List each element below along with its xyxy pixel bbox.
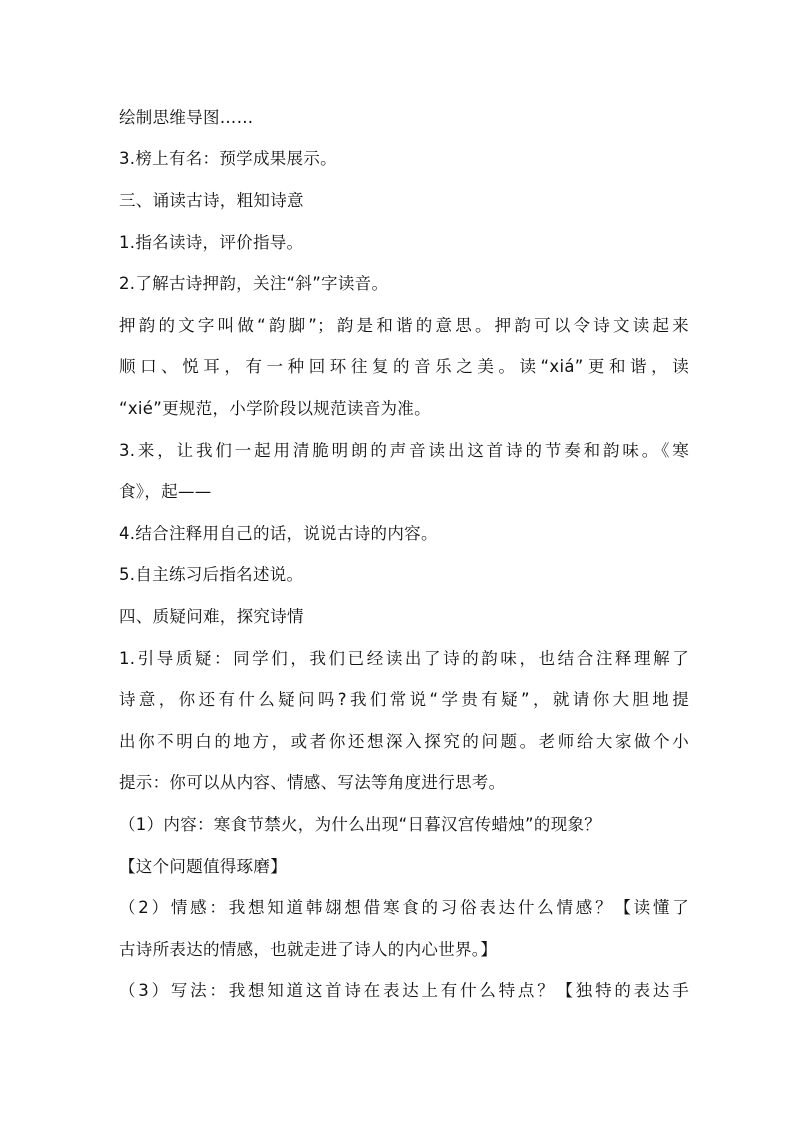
text-line: 1.指名读诗，评价指导。 <box>119 233 304 252</box>
text-line: 食》，起—— <box>119 482 212 501</box>
text-line: 3.榜上有名：预学成果展示。 <box>119 149 337 168</box>
text-line: 押韵的文字叫做“韵脚”；韵是和谐的意思。押韵可以令诗文读起来 <box>119 316 689 335</box>
text-line: （3）写法：我想知道这首诗在表达上有什么特点？【独特的表达手 <box>119 981 689 1000</box>
text-line: 2.了解古诗押韵，关注“斜”字读音。 <box>119 274 389 293</box>
text-line: 3.来，让我们一起用清脆明朗的声音读出这首诗的节奏和韵味。《寒 <box>119 441 689 460</box>
text-line: 顺口、悦耳，有一种回环往复的音乐之美。读“xiá”更和谐，读 <box>119 357 689 376</box>
text-line: （2）情感：我想知道韩翃想借寒食的习俗表达什么情感？【读懂了 <box>119 898 689 917</box>
section-heading: 三、诵读古诗，粗知诗意 <box>119 191 304 210</box>
text-line: 5.自主练习后指名述说。 <box>119 565 304 584</box>
text-line: 古诗所表达的情感，也就走进了诗人的内心世界。】 <box>119 940 498 959</box>
text-line: “xié”更规范，小学阶段以规范读音为准。 <box>119 399 431 418</box>
text-line: 4.结合注释用自己的话，说说古诗的内容。 <box>119 524 438 543</box>
text-line: 【这个问题值得琢磨】 <box>119 857 287 876</box>
text-line: （1）内容：寒食节禁火，为什么出现“日暮汉宫传蜡烛”的现象？ <box>119 815 602 834</box>
text-line: 提示：你可以从内容、情感、写法等角度进行思考。 <box>119 773 506 792</box>
section-heading: 四、质疑问难，探究诗情 <box>119 607 304 626</box>
text-line: 绘制思维导图…… <box>119 108 254 127</box>
text-line: 出你不明白的地方，或者你还想深入探究的问题。老师给大家做个小 <box>119 732 689 751</box>
text-line: 1.引导质疑：同学们，我们已经读出了诗的韵味，也结合注释理解了 <box>119 649 689 668</box>
text-line: 诗意，你还有什么疑问吗?我们常说“学贵有疑”，就请你大胆地提 <box>119 690 689 709</box>
